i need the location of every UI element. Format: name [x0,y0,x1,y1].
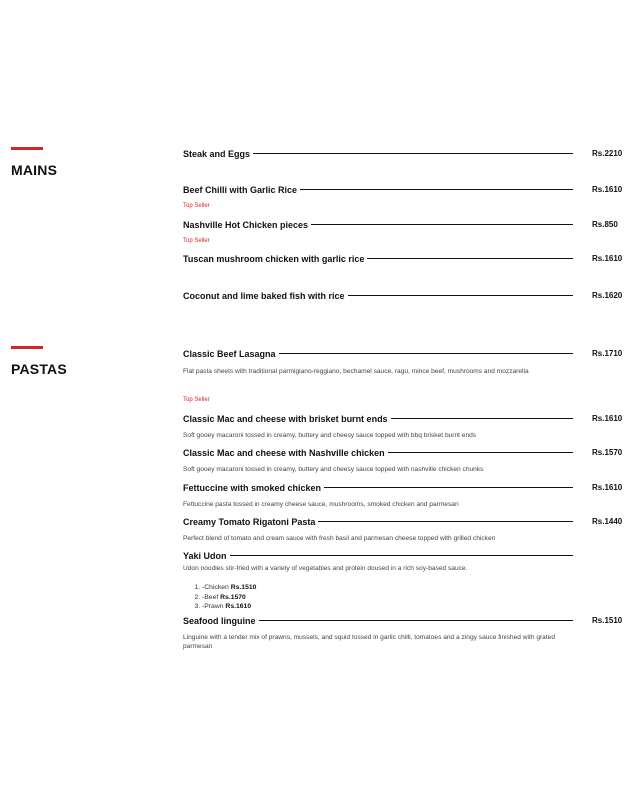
item-price: Rs.2210 [592,149,623,158]
item-description: Soft gooey macaroni tossed in creamy, buttery and cheesy sauce topped with bbq brisket burnt ends [183,432,477,439]
variant-item [202,583,256,593]
item-price: Rs.1610 [592,254,623,263]
top-seller-badge: Top Seller [183,203,210,209]
menu-item [183,413,623,429]
variant-price: Rs.1510 [230,584,257,591]
item-description: Perfect blend of tomato and cream sauce with fresh basil and parmesan cheese topped with grilled chicken [183,535,496,542]
item-name: Tuscan mushroom chicken with garlic rice [183,253,367,265]
item-price: Rs.1710 [592,349,623,358]
item-price: Rs.1440 [592,517,623,526]
item-price: Rs.850 [592,220,618,229]
item-price: Rs.1570 [592,448,623,457]
variant-item [202,593,256,603]
top-seller-badge: Top Seller [183,238,210,244]
menu-item [183,253,623,269]
item-description: Flat pasta sheets with traditional parmigiano-reggiano, bechamel sauce, ragu, mince beef, mushrooms and mozzarella [183,368,529,375]
item-price: Rs.1620 [592,291,623,300]
item-description: Soft gooey macaroni tossed in creamy, buttery and cheesy sauce topped with nashville chicken chunks [183,466,484,473]
item-name: Coconut and lime baked fish with rice [183,290,348,302]
item-description: Linguine with a tender mix of prawns, mussels, and squid tossed in garlic chilli, tomatoes and a zingy sauce finished with grated parmesan [183,634,556,650]
item-name: Nashville Hot Chicken pieces [183,219,311,231]
item-name: Fettuccine with smoked chicken [183,482,324,494]
item-name: Steak and Eggs [183,148,253,160]
item-description: Udon noodles stir-fried with a variety of vegetables and protein doused in a rich soy-based sauce. [183,565,468,572]
mains-accent-bar [11,147,43,150]
top-seller-badge: Top Seller [183,397,210,403]
item-price: Rs.1610 [592,185,623,194]
variant-price: Rs.1610 [225,603,252,610]
item-description: Fettuccine pasta tossed in creamy cheese sauce, mushrooms, smoked chicken and parmesan [183,501,459,508]
item-name: Beef Chilli with Garlic Rice [183,184,300,196]
item-name: Creamy Tomato Rigatoni Pasta [183,516,318,528]
menu-item [183,184,623,200]
variant-item [202,602,256,612]
item-name: Classic Mac and cheese with brisket burnt ends [183,413,391,425]
menu-item [183,219,623,235]
pastas-accent-bar [11,346,43,349]
section-title-pastas: PASTAS [11,361,67,377]
variant-label: -Beef [202,593,219,601]
menu-item [183,290,623,306]
menu-item [183,516,623,532]
menu-item [183,148,623,164]
item-price: Rs.1510 [592,616,623,625]
item-price: Rs.1610 [592,414,623,423]
section-title-mains: MAINS [11,162,58,178]
item-name: Classic Beef Lasagna [183,348,279,360]
item-price: Rs.1610 [592,483,623,492]
variant-price: Rs.1570 [220,593,246,601]
item-name: Classic Mac and cheese with Nashville chicken [183,447,388,459]
variant-label: -Chicken [202,584,229,591]
menu-item [183,615,623,631]
menu-item [183,447,623,463]
variant-label: -Prawn [202,603,224,610]
leader-line [183,555,573,556]
variant-list [183,583,256,612]
item-name: Yaki Udon [183,550,230,562]
menu-item [183,482,623,498]
item-name: Seafood linguine [183,615,259,627]
menu-item [183,348,623,364]
